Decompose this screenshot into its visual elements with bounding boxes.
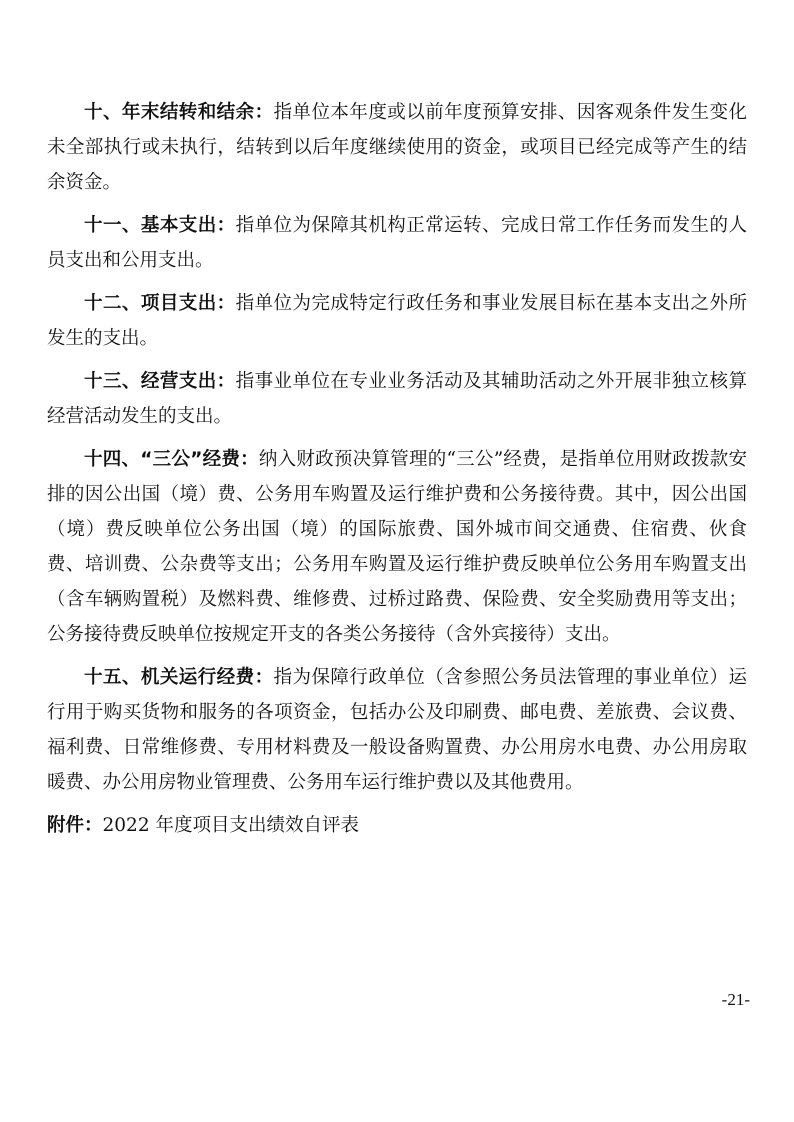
term-definition: 指事业单位在专业业务活动及其辅助活动之外开展非独立核算经营活动发生的支出。	[47, 371, 747, 427]
attachment-text: 2022 年度项目支出绩效自评表	[102, 815, 359, 836]
paragraph-basic-expenditure	[47, 208, 747, 278]
paragraph-year-end-carryover	[47, 95, 747, 200]
paragraph-agency-operating-funds	[47, 660, 747, 800]
paragraph-three-public-expenses	[47, 442, 747, 652]
term-heading: 十五、机关运行经费：	[84, 667, 274, 688]
term-heading: 十三、经营支出：	[84, 371, 236, 392]
attachment-label: 附件：	[47, 815, 103, 836]
term-heading: 十二、项目支出：	[84, 293, 236, 314]
document-body	[47, 95, 747, 843]
term-definition: 指单位为完成特定行政任务和事业发展目标在基本支出之外所发生的支出。	[47, 293, 747, 349]
page-number: -21-	[721, 990, 750, 1009]
attachment-line	[47, 808, 747, 843]
term-heading: 十四、“三公”经费：	[84, 449, 259, 470]
term-definition: 指单位为保障其机构正常运转、完成日常工作任务而发生的人员支出和公用支出。	[47, 215, 747, 271]
term-definition: 指为保障行政单位（含参照公务员法管理的事业单位）运行用于购买货物和服务的各项资金，包括办公及印刷费、邮电费、差旅费、会议费、福利费、日常维修费、专用材料费及一般设备购置费、办公用房水电费、办公用房取暖费、办公用房物业管理费、公务用车运行维护费以及其他费用。	[47, 667, 747, 793]
paragraph-project-expenditure	[47, 286, 747, 356]
term-definition: 指单位本年度或以前年度预算安排、因客观条件发生变化未全部执行或未执行，结转到以后年度继续使用的资金，或项目已经完成等产生的结余资金。	[47, 102, 747, 193]
term-heading: 十一、基本支出：	[84, 215, 236, 236]
paragraph-operating-expenditure	[47, 364, 747, 434]
term-definition: 纳入财政预决算管理的“三公”经费，是指单位用财政拨款安排的因公出国（境）费、公务用车购置及运行维护费和公务接待费。其中，因公出国（境）费反映单位公务出国（境）的国际旅费、国外城市间交通费、住宿费、伙食费、培训费、公杂费等支出；公务用车购置及运行维护费反映单位公务用车购置支出（含车辆购置税）及燃料费、维修费、过桥过路费、保险费、安全奖励费用等支出；公务接待费反映单位按规定开支的各类公务接待（含外宾接待）支出。	[47, 449, 747, 645]
term-heading: 十、年末结转和结余：	[84, 102, 274, 123]
